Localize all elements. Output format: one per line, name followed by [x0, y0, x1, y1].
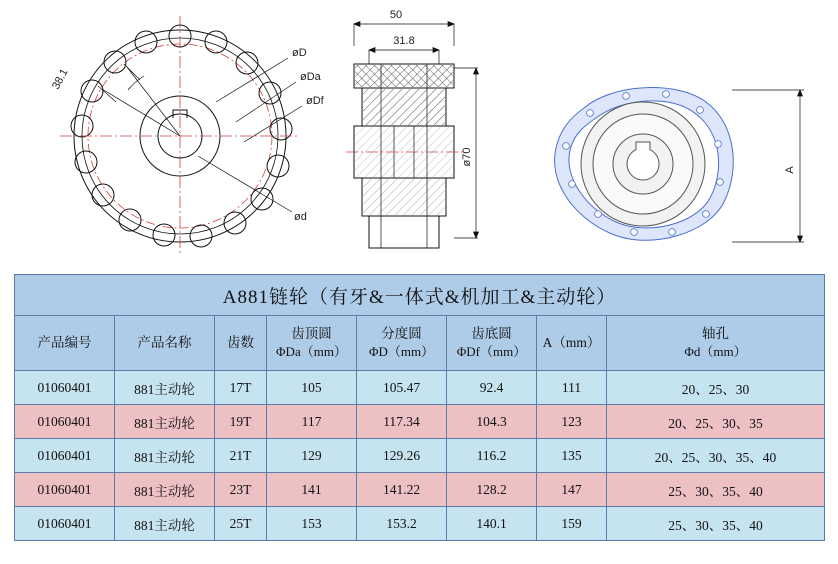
cell-dim-a: 135	[537, 439, 607, 473]
header-pitch-circle-line1: 分度圆	[381, 326, 422, 342]
drawing-area	[0, 0, 838, 268]
cell-teeth: 17T	[215, 371, 267, 405]
header-teeth	[215, 316, 267, 371]
cell-dim-a: 123	[537, 405, 607, 439]
spec-table-wrap	[14, 274, 824, 541]
cell-root-circle: 128.2	[447, 473, 537, 507]
sprocket-section-view	[336, 2, 496, 264]
cell-tip-circle: 117	[267, 405, 357, 439]
cell-tip-circle: 141	[267, 473, 357, 507]
cell-product-code: 01060401	[15, 405, 115, 439]
label-width-total: 50	[389, 9, 403, 21]
cell-tip-circle: 129	[267, 439, 357, 473]
cell-pitch-circle: 141.22	[357, 473, 447, 507]
cell-teeth: 19T	[215, 405, 267, 439]
cell-teeth: 25T	[215, 507, 267, 541]
header-root-circle	[447, 316, 537, 371]
header-tip-circle-line2: ΦDa（mm）	[276, 344, 347, 360]
cell-root-circle: 140.1	[447, 507, 537, 541]
header-tip-circle	[267, 316, 357, 371]
cell-product-code: 01060401	[15, 371, 115, 405]
cell-tip-circle: 153	[267, 507, 357, 541]
cell-bore: 25、30、35、40	[607, 507, 825, 541]
sprocket-iso-view	[500, 74, 830, 264]
table-row	[15, 405, 825, 439]
label-width-hub: 31.8	[393, 35, 415, 47]
header-dim-a	[537, 316, 607, 371]
cell-root-circle: 92.4	[447, 371, 537, 405]
cell-product-code: 01060401	[15, 507, 115, 541]
header-teeth-line1: 齿数	[227, 334, 254, 350]
table-title: A881链轮（有牙&一体式&机加工&主动轮）	[15, 275, 825, 316]
cell-dim-a: 111	[537, 371, 607, 405]
cell-product-name: 881主动轮	[115, 473, 215, 507]
cell-teeth: 23T	[215, 473, 267, 507]
label-dia-D: øD	[292, 47, 307, 59]
header-bore-line1: 轴孔	[702, 326, 730, 342]
label-dim-A: A	[784, 166, 796, 174]
table-row	[15, 473, 825, 507]
header-root-circle-line1: 齿底圆	[471, 326, 512, 342]
spec-table	[14, 274, 825, 541]
label-dia-Da: øDa	[300, 71, 321, 83]
header-dim-a-line1: A（mm）	[542, 334, 601, 350]
cell-product-code: 01060401	[15, 473, 115, 507]
label-dia-70: ø70	[461, 147, 473, 167]
cell-bore: 25、30、35、40	[607, 473, 825, 507]
sprocket-body	[581, 102, 705, 226]
cell-bore: 20、25、30	[607, 371, 825, 405]
cell-root-circle: 116.2	[447, 439, 537, 473]
label-dia-d: ød	[294, 211, 307, 223]
cell-product-name: 881主动轮	[115, 439, 215, 473]
cell-root-circle: 104.3	[447, 405, 537, 439]
dim-width-hub	[369, 48, 439, 65]
header-pitch-circle	[357, 316, 447, 371]
table-header-row	[15, 316, 825, 371]
header-root-circle-line2: ΦDf（mm）	[456, 344, 527, 360]
cell-bore: 20、25、30、35	[607, 405, 825, 439]
table-row	[15, 507, 825, 541]
header-tip-circle-line1: 齿顶圆	[291, 326, 332, 342]
cell-product-code: 01060401	[15, 439, 115, 473]
header-bore	[607, 316, 825, 371]
header-product-name-line1: 产品名称	[137, 334, 192, 350]
header-bore-line2: Φd（mm）	[684, 344, 747, 360]
table-row	[15, 439, 825, 473]
cell-pitch-circle: 117.34	[357, 405, 447, 439]
table-row	[15, 371, 825, 405]
header-product-name	[115, 316, 215, 371]
sprocket-front-view	[20, 6, 340, 264]
dim-A	[732, 90, 804, 242]
cell-teeth: 21T	[215, 439, 267, 473]
label-dia-Df: øDf	[306, 95, 324, 107]
label-tooth-angle: 38.1	[50, 66, 71, 92]
cell-tip-circle: 105	[267, 371, 357, 405]
cell-product-name: 881主动轮	[115, 371, 215, 405]
cell-bore: 20、25、30、35、40	[607, 439, 825, 473]
header-pitch-circle-line2: ΦD（mm）	[368, 344, 435, 360]
cell-product-name: 881主动轮	[115, 405, 215, 439]
cell-pitch-circle: 129.26	[357, 439, 447, 473]
cell-pitch-circle: 105.47	[357, 371, 447, 405]
cell-pitch-circle: 153.2	[357, 507, 447, 541]
header-product-code	[15, 316, 115, 371]
cell-product-name: 881主动轮	[115, 507, 215, 541]
iso-keyway	[636, 142, 650, 150]
cell-dim-a: 159	[537, 507, 607, 541]
header-product-code-line1: 产品编号	[37, 334, 92, 350]
table-title-row	[15, 275, 825, 316]
cell-dim-a: 147	[537, 473, 607, 507]
